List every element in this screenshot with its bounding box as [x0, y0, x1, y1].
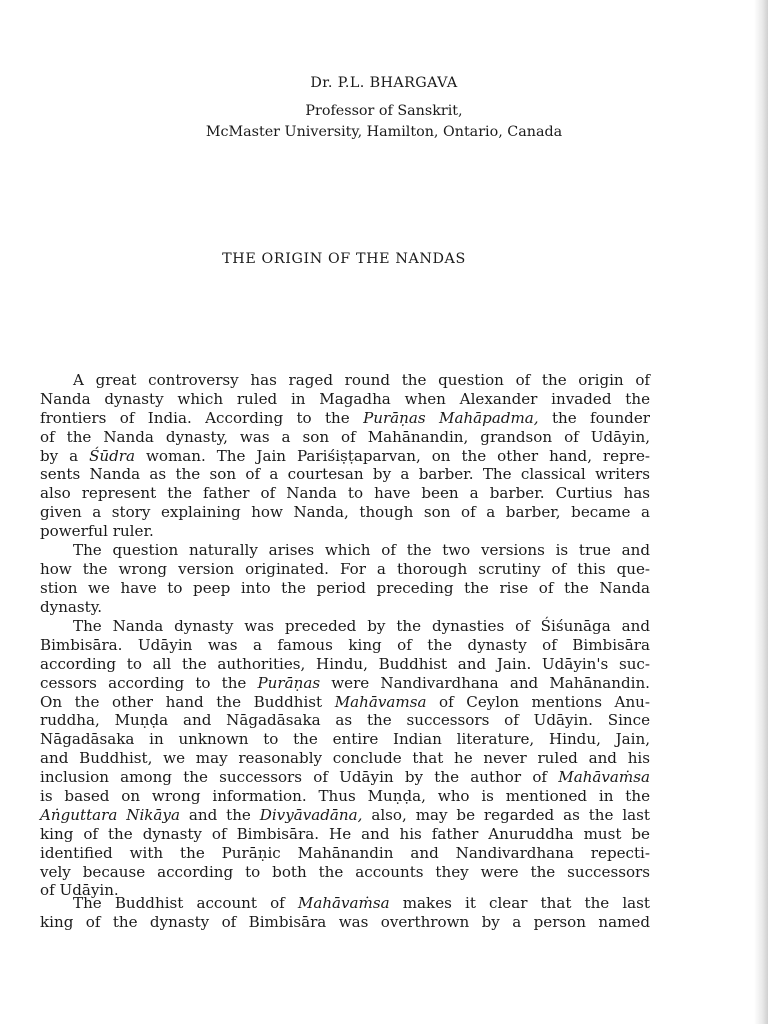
text-line: On the other hand the Buddhist Mahāvamsa of Ceylon mentions Anu-: [40, 692, 650, 711]
italic-term: Mahāvamsa: [334, 692, 427, 711]
text-line: also represent the father of Nanda to have been a barber. Curtius has: [40, 484, 650, 503]
text-line: according to all the authorities, Hindu, Buddhist and Jain. Udāyin's suc-: [40, 654, 650, 673]
italic-term: Purāṇas Mahāpadma,: [363, 408, 539, 427]
text-line: The question naturally arises which of the two versions is true and: [73, 541, 650, 559]
text-line: given a story explaining how Nanda, though son of a barber, became a: [40, 503, 650, 522]
page-shadow: [754, 0, 768, 1024]
author-name: Dr. P.L. BHARGAVA: [310, 75, 458, 91]
text-line: frontiers of India. According to the Purāṇas Mahāpadma, the founder: [40, 408, 650, 427]
text-line: The Buddhist account of Mahāvaṁsa makes it clear that the last: [73, 894, 650, 912]
italic-term: Purāṇas: [257, 673, 321, 692]
paragraph-1: [40, 371, 650, 541]
italic-term: Śūdra: [89, 446, 136, 465]
text-line: A great controversy has raged round the question of the origin of: [73, 371, 650, 389]
paper-title: THE ORIGIN OF THE NANDAS: [222, 251, 466, 267]
text-line: by a Śūdra woman. The Jain Pariśiṣṭaparvan, on the other hand, repre-: [40, 446, 650, 465]
text-line: Nanda dynasty which ruled in Magadha when Alexander invaded the: [40, 389, 650, 408]
text-line: is based on wrong information. Thus Muṇḍa, who is mentioned in the: [40, 787, 650, 806]
text-line: powerful ruler.: [40, 522, 154, 541]
text-line: inclusion among the successors of Udāyin by the author of Mahāvaṁsa: [40, 768, 650, 787]
text-line: Bimbisāra. Udāyin was a famous king of the dynasty of Bimbisāra: [40, 635, 650, 654]
paragraph-3: [40, 617, 650, 900]
paragraph-4: [40, 894, 650, 932]
text-line: of the Nanda dynasty, was a son of Mahānandin, grandson of Udāyin,: [40, 427, 650, 446]
text-line: identified with the Purāṇic Mahānandin and Nandivardhana repecti-: [40, 843, 650, 862]
text-line: Nāgadāsaka in unknown to the entire Indian literature, Hindu, Jain,: [40, 730, 650, 749]
text-line: how the wrong version originated. For a thorough scrutiny of this que-: [40, 559, 650, 578]
text-line: cessors according to the Purāṇas were Nandivardhana and Mahānandin.: [40, 673, 650, 692]
text-line: sents Nanda as the son of a courtesan by a barber. The classical writers: [40, 465, 650, 484]
paragraph-2: [40, 541, 650, 617]
text-line: dynasty.: [40, 597, 103, 616]
italic-term: Mahāvaṁsa: [297, 894, 390, 912]
italic-term: Mahāvaṁsa: [558, 768, 650, 787]
text-line: stion we have to peep into the period preceding the rise of the Nanda: [40, 578, 650, 597]
author-role: Professor of Sanskrit,: [305, 103, 463, 119]
italic-term: Aṅguttara Nikāya: [40, 805, 180, 824]
text-line: Aṅguttara Nikāya and the Divyāvadāna, also, may be regarded as the last: [40, 805, 650, 824]
text-line: vely because according to both the accounts they were the successors: [40, 862, 650, 881]
text-line: king of the dynasty of Bimbisāra was overthrown by a person named: [40, 912, 650, 931]
text-line: king of the dynasty of Bimbisāra. He and his father Anuruddha must be: [40, 824, 650, 843]
author-affiliation: McMaster University, Hamilton, Ontario, Canada: [205, 124, 563, 140]
text-line: The Nanda dynasty was preceded by the dynasties of Śiśunāga and: [73, 617, 650, 635]
italic-term: Divyāvadāna,: [259, 805, 363, 824]
text-line: of Udāyin.: [40, 881, 119, 900]
text-line: ruddha, Muṇḍa and Nāgadāsaka as the successors of Udāyin. Since: [40, 711, 650, 730]
text-line: and Buddhist, we may reasonably conclude that he never ruled and his: [40, 749, 650, 768]
